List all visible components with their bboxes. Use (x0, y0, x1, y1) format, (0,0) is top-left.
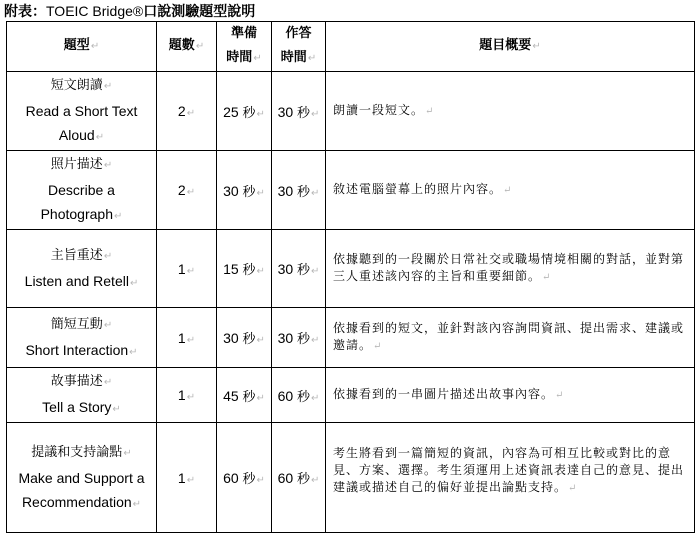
summary-cell: 依據看到的一串圖片描述出故事內容。↵ (326, 368, 695, 423)
paragraph-mark: ↵ (95, 132, 105, 143)
paragraph-mark: ↵ (132, 498, 142, 510)
summary-cell: 依據聽到的一段關於日常社交或職場情境相關的對話，並對第三人重述該內容的主旨和重要細節。↵ (326, 230, 695, 308)
type-cell (7, 308, 157, 368)
type-zh: 主旨重述 (50, 247, 103, 263)
response-time-cell: 30 秒↵ (272, 230, 326, 308)
summary-cell: 考生將看到一篇簡短的資訊，內容為可相互比較或對比的意見、方案、選擇。考生須運用上述資訊表達自己的意見、提出建議或描述自己的偏好並提出論點支持。↵ (326, 423, 695, 533)
response-time-cell: 30 秒↵ (272, 308, 326, 368)
prep-time-cell: 30 秒↵ (217, 151, 272, 230)
summary-cell: 依據看到的短文，並針對該內容詢問資訊、提出需求、建議或邀請。↵ (326, 308, 695, 368)
type-zh: 照片描述 (50, 157, 103, 172)
response-time-cell: 60 秒↵ (272, 368, 326, 423)
type-cell (7, 151, 157, 230)
paragraph-mark: ↵ (129, 277, 139, 289)
prep-time-cell: 45 秒↵ (217, 368, 272, 423)
count-cell: 2↵ (157, 151, 217, 230)
table-row (7, 230, 695, 308)
count-cell: 1↵ (157, 423, 217, 533)
table-row (7, 368, 695, 423)
prep-time-cell: 15 秒↵ (217, 230, 272, 308)
paragraph-mark: ↵ (103, 160, 113, 171)
prep-time-cell: 25 秒↵ (217, 72, 272, 151)
type-zh: 提議和支持論點 (31, 444, 123, 460)
paragraph-mark: ↵ (129, 346, 138, 358)
prep-time-cell: 30 秒↵ (217, 308, 272, 368)
header-response-time: 作答 時間↵ (272, 22, 326, 72)
type-en: Describe a Photograph (40, 182, 115, 222)
type-en: Short Interaction (25, 341, 129, 358)
header-row (7, 22, 695, 72)
caption-title: TOEIC Bridge® (46, 3, 144, 19)
count-cell: 1↵ (157, 308, 217, 368)
header-prep-time: 準備 時間↵ (217, 22, 272, 72)
type-cell (7, 72, 157, 151)
summary-cell: 敘述電腦螢幕上的照片內容。↵ (326, 151, 695, 230)
header-type: 題型↵ (7, 22, 157, 72)
response-time-cell: 30 秒↵ (272, 151, 326, 230)
paragraph-mark: ↵ (103, 319, 113, 331)
caption-suffix: 口說測驗題型說明 (143, 4, 256, 20)
paragraph-mark: ↵ (112, 404, 121, 415)
type-zh: 故事描述 (50, 374, 103, 389)
header-count: 題數↵ (157, 22, 217, 72)
table-row (7, 72, 695, 151)
type-en: Tell a Story (42, 399, 112, 415)
type-en: Make and Support a Recommendation (18, 469, 145, 510)
paragraph-mark: ↵ (114, 211, 123, 222)
table-row (7, 423, 695, 533)
summary-cell: 朗讀一段短文。↵ (326, 72, 695, 151)
count-cell: 2↵ (157, 72, 217, 151)
header-summary: 題目概要↵ (326, 22, 695, 72)
response-time-cell: 60 秒↵ (272, 423, 326, 533)
count-cell: 1↵ (157, 230, 217, 308)
type-en: Read a Short Text Aloud (25, 103, 138, 143)
response-time-cell: 30 秒↵ (272, 72, 326, 151)
prep-time-cell: 60 秒↵ (217, 423, 272, 533)
count-cell: 1↵ (157, 368, 217, 423)
type-cell (7, 230, 157, 308)
table-row (7, 151, 695, 230)
type-cell (7, 423, 157, 533)
type-zh: 短文朗讀 (50, 78, 103, 93)
table-body (7, 72, 695, 533)
table-caption (4, 2, 255, 20)
paragraph-mark: ↵ (103, 377, 113, 388)
paragraph-mark: ↵ (103, 250, 113, 262)
type-zh: 簡短互動 (50, 316, 103, 332)
type-cell (7, 368, 157, 423)
paragraph-mark: ↵ (103, 81, 113, 92)
table-row (7, 308, 695, 368)
speaking-test-table (6, 21, 695, 533)
caption-prefix: 附表： (4, 4, 46, 20)
type-en: Listen and Retell (24, 272, 129, 289)
paragraph-mark: ↵ (123, 447, 132, 459)
